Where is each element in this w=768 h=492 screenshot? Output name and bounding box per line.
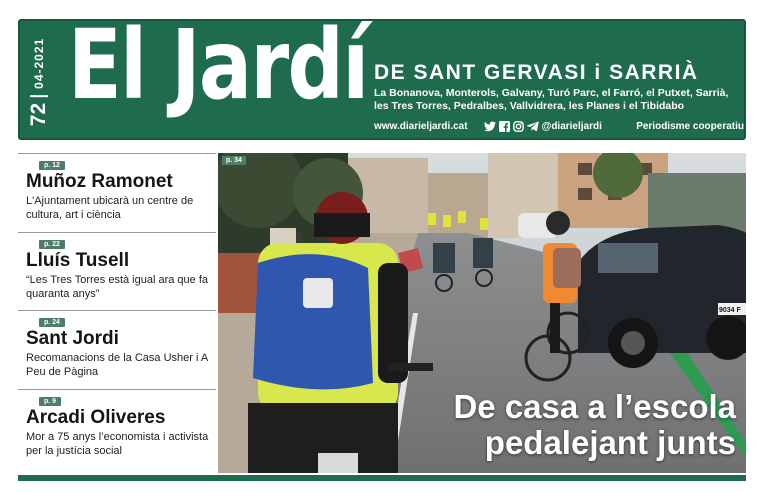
tagline: Periodisme cooperatiu — [636, 120, 744, 132]
telegram-icon[interactable] — [527, 121, 539, 132]
car-plate: 9034 F — [719, 307, 741, 314]
teaser-description: “Les Tres Torres està igual ara que fa quaranta anys” — [26, 274, 209, 300]
social-links — [484, 121, 602, 132]
teaser-description: Mor a 75 anys l’economista i activista per la justícia social — [26, 431, 209, 457]
newspaper-title: El Jardí — [68, 9, 368, 121]
masthead — [18, 9, 746, 140]
page-tag: p. 9 — [39, 397, 61, 406]
bottom-rule — [18, 475, 746, 481]
twitter-icon[interactable] — [484, 121, 496, 132]
page-tag: p. 12 — [39, 161, 65, 170]
page-tag: p. 24 — [39, 318, 65, 327]
facebook-icon[interactable] — [499, 121, 510, 132]
instagram-icon[interactable] — [513, 121, 524, 132]
issue-divider — [30, 95, 48, 97]
newspaper-subtitle: DE SANT GERVASI i SARRIÀ — [374, 61, 699, 84]
teaser-item[interactable] — [18, 153, 216, 233]
headline-line-2: pedalejant junts — [484, 424, 736, 461]
cover-photo[interactable] — [218, 153, 746, 473]
teaser-item[interactable] — [18, 389, 216, 473]
page-tag: p. 34 — [222, 156, 246, 165]
teaser-title: Sant Jordi — [26, 328, 119, 349]
masthead-footer — [374, 119, 744, 133]
issue-date: 04-2021 — [32, 37, 46, 89]
headline-line-1: De casa a l’escola — [453, 388, 736, 425]
teaser-title: Arcadi Oliveres — [26, 407, 166, 428]
teaser-description: Recomanacions de la Casa Usher i A Peu de Pàgina — [26, 352, 208, 378]
teaser-title: Muñoz Ramonet — [26, 171, 173, 192]
teaser-title: Lluís Tusell — [26, 250, 130, 271]
teaser-description: L'Ajuntament ubicarà un centre de cultura, art i ciència — [26, 195, 194, 221]
coverage-areas: La Bonanova, Monterols, Galvany, Turó Parc, el Farró, el Putxet, Sarrià, les Tres Torres, Pedralbes, Vallvidrera, les Planes i el Tibidabo — [374, 87, 729, 112]
teaser-item[interactable] — [18, 232, 216, 310]
website-link[interactable]: www.diarieljardi.cat — [374, 120, 468, 132]
sidebar-teasers — [18, 153, 216, 473]
issue-number: 72 — [27, 102, 50, 127]
page-tag: p. 22 — [39, 240, 65, 249]
issue-info — [24, 29, 54, 135]
cover-headline — [406, 389, 736, 461]
social-handle[interactable]: @diarieljardi — [541, 120, 602, 132]
teaser-item[interactable] — [18, 310, 216, 390]
